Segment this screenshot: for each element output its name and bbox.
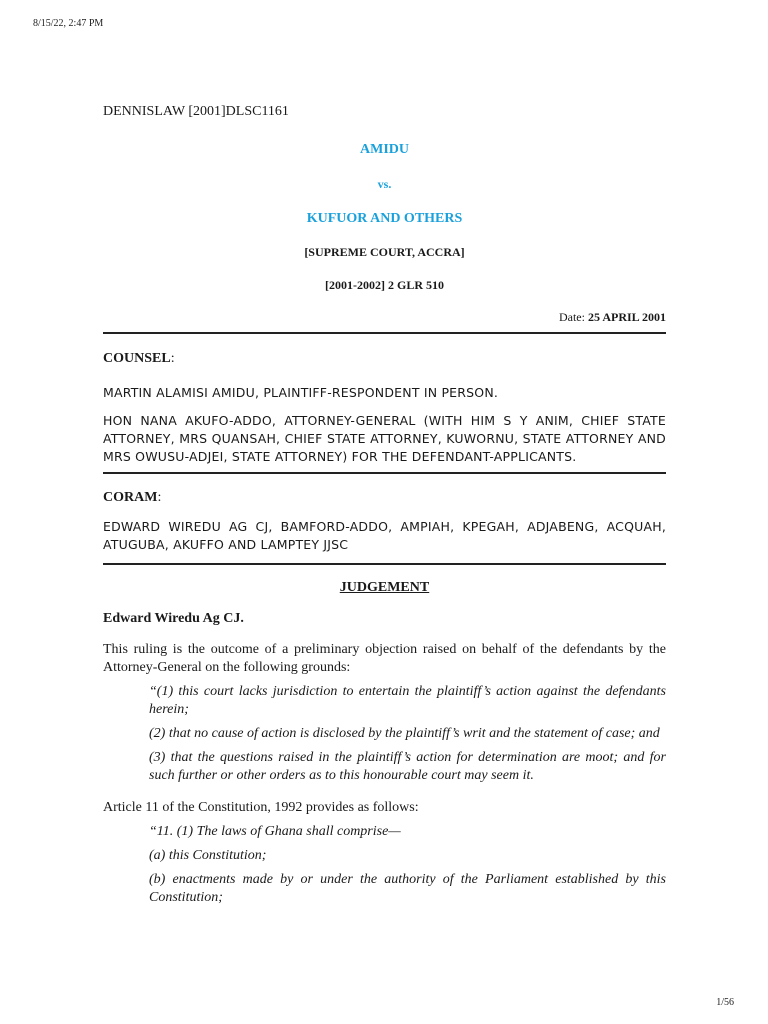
article-quote-2: (a) this Constitution; <box>149 848 267 863</box>
article-quote-3: (b) enactments made by or under the authority of the Parliament established by this Constitution; <box>149 872 666 905</box>
judgement-heading: JUDGEMENT <box>339 580 430 595</box>
coram-judges: EDWARD WIREDU AG CJ, BAMFORD-ADDO, AMPIAH, KPEGAH, ADJABENG, ACQUAH, ATUGUBA, AKUFFO AND LAMPTEY JJSC <box>103 519 666 552</box>
judgement-date <box>103 310 666 325</box>
ground-2: (2) that no cause of action is disclosed by the plaintiff’s writ and the statement of case; and <box>149 726 660 741</box>
ground-1: “(1) this court lacks jurisdiction to entertain the plaintiff’s action against the defendants herein; <box>149 684 666 717</box>
case-citation: DENNISLAW [2001]DLSC1161 <box>103 104 289 119</box>
article-quote-1: “11. (1) The laws of Ghana shall comprise— <box>149 824 401 839</box>
versus-label: vs. <box>377 177 392 191</box>
divider <box>103 332 666 334</box>
defendant-name: KUFUOR AND OTHERS <box>306 211 463 226</box>
print-timestamp: 8/15/22, 2:47 PM <box>33 18 104 29</box>
divider <box>103 563 666 565</box>
article-intro: Article 11 of the Constitution, 1992 provides as follows: <box>103 800 419 815</box>
law-report-citation: [2001-2002] 2 GLR 510 <box>325 278 444 292</box>
document-body <box>103 104 666 907</box>
ruling-intro: This ruling is the outcome of a preliminary objection raised on behalf of the defendants by the Attorney-General on the following grounds: <box>103 642 666 675</box>
divider <box>103 472 666 474</box>
counsel-plaintiff: MARTIN ALAMISI AMIDU, PLAINTIFF-RESPONDENT IN PERSON. <box>103 385 499 400</box>
counsel-defendants: HON NANA AKUFO-ADDO, ATTORNEY-GENERAL (WITH HIM S Y ANIM, CHIEF STATE ATTORNEY, MRS QUANSAH, CHIEF STATE ATTORNEY, KUWORNU, STATE ATTORNEY AND MRS OWUSU-ADJEI, STATE ATTORNEY) FOR THE DEFENDANT-APPLICANTS. <box>103 413 666 464</box>
coram-label: CORAM: <box>103 490 162 505</box>
date-label: Date: <box>558 310 585 324</box>
ground-3: (3) that the questions raised in the plaintiff’s action for determination are moot; and for such further or other orders as to this honourable court may seem it. <box>149 750 666 783</box>
court-name: [SUPREME COURT, ACCRA] <box>304 245 465 259</box>
page-number: 1/56 <box>716 997 734 1008</box>
counsel-label: COUNSEL: <box>103 351 175 366</box>
plaintiff-name: AMIDU <box>360 142 409 157</box>
judge-name: Edward Wiredu Ag CJ. <box>103 611 244 626</box>
date-value: 25 APRIL 2001 <box>587 310 666 324</box>
